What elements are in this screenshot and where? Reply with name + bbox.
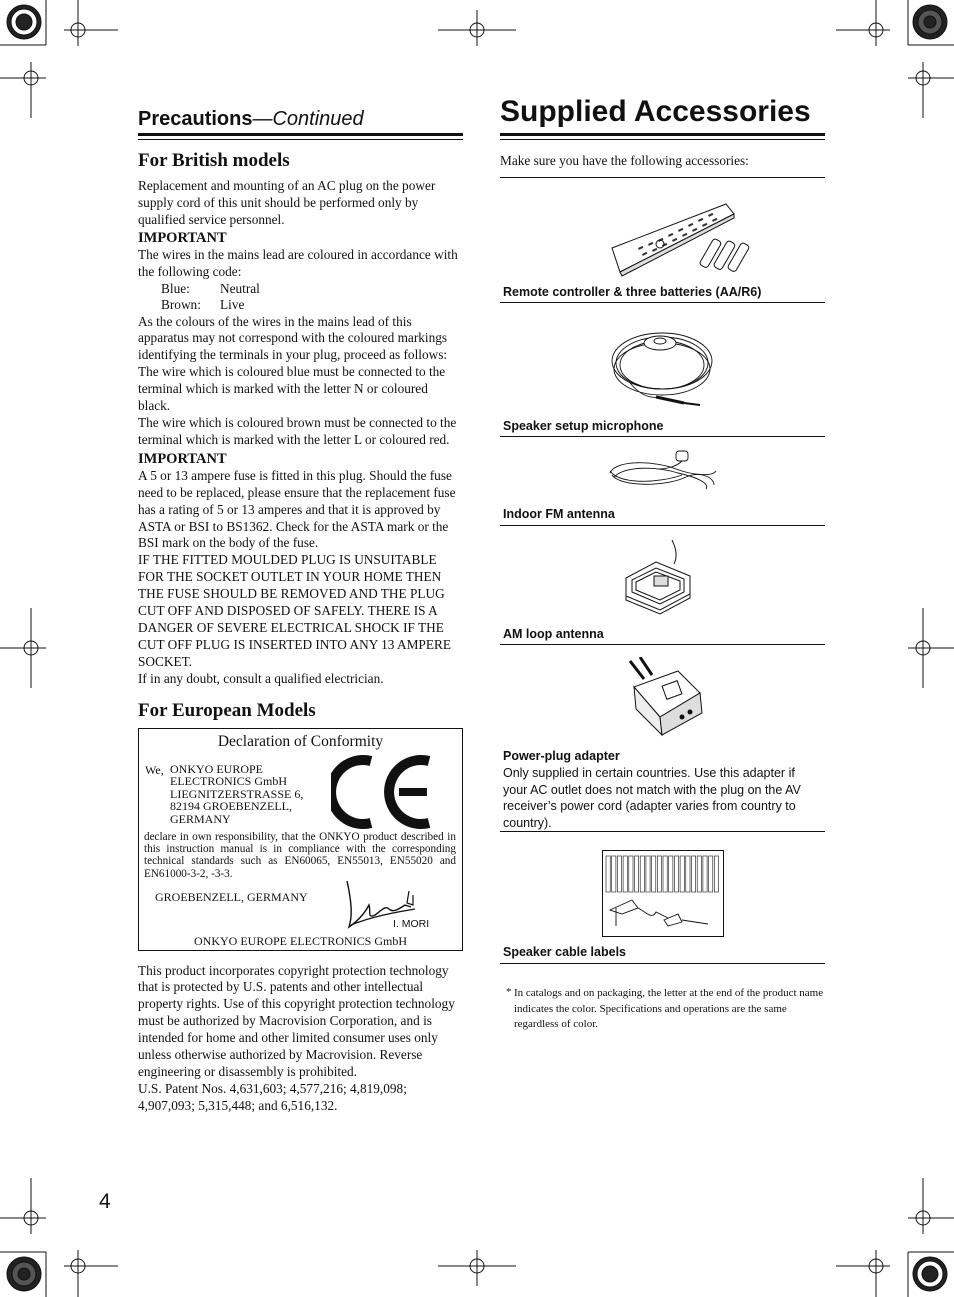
- microphone-icon: [610, 325, 720, 410]
- accessory-fm-antenna: [500, 437, 825, 525]
- fm-antenna-icon: [606, 447, 720, 493]
- accessory-remote: [500, 178, 825, 302]
- fuse-text: A 5 or 13 ampere fuse is fitted in this plug. Should the fuse need to be replaced, please ensure that the replacement fuse has a rating of 5 or 13 amperes and that it is approved by ASTA or BSI to BS1362. Check for the ASTA mark or the BSI mark on the body of the fuse.: [138, 467, 456, 551]
- british-paragraph: The wire which is coloured blue must be connected to the terminal which is marked with the letter N or coloured black.: [138, 364, 446, 414]
- footnote: [500, 986, 825, 1033]
- ce-mark-icon: [331, 753, 437, 831]
- am-loop-antenna-icon: [616, 538, 700, 622]
- accessory-cable-labels: [500, 832, 825, 963]
- cable-labels-icon: [602, 850, 724, 937]
- heading-rule: [138, 136, 463, 140]
- wire-meaning: Live: [220, 297, 245, 313]
- starburst-mark-bottom-left: [7, 1257, 41, 1291]
- european-models-heading: For European Models: [138, 699, 316, 721]
- remote-controller-icon: [608, 198, 768, 278]
- declaration-title: Declaration of Conformity: [217, 732, 384, 750]
- continued-label: —Continued: [252, 108, 364, 130]
- wire-code-row: [138, 297, 463, 314]
- wire-code-row: [138, 281, 463, 298]
- accessory-label: Speaker setup microphone: [503, 419, 664, 433]
- accessories-column: [500, 95, 825, 1033]
- important-label-1: IMPORTANT: [138, 229, 227, 246]
- starburst-mark-bottom-right: [913, 1257, 947, 1291]
- footnote-mark: *: [506, 986, 512, 998]
- wire-meaning: Neutral: [220, 280, 260, 296]
- footnote-text: In catalogs and on packaging, the letter at the end of the product name indicates the color. Specifications and operations are the same regardless of color.: [514, 987, 824, 1030]
- british-models-heading: For British models: [138, 150, 290, 171]
- accessory-am-antenna: [500, 526, 825, 644]
- warning-caps: IF THE FITTED MOULDED PLUG IS UNSUITABLE FOR THE SOCKET OUTLET IN YOUR HOME THEN THE FUSE SHOULD BE REMOVED AND THE PLUG CUT OFF AND DISPOSED OF SAFELY. THERE IS A DANGER OF SEVERE ELECTRICAL SHOCK IF THE CUT OFF PLUG IS INSERTED INTO ANY 13 AMPERE SOCKET.: [138, 552, 451, 669]
- precautions-heading-text: Precautions: [138, 108, 253, 130]
- supplied-accessories-title: Supplied Accessories: [500, 95, 825, 136]
- power-plug-adapter-icon: [620, 657, 710, 737]
- accessory-label: Power-plug adapter: [503, 749, 620, 763]
- address-line: ELECTRONICS GmbH: [170, 774, 287, 789]
- british-intro: Replacement and mounting of an AC plug on the power supply cord of this unit should be performed only by qualified service personnel.: [138, 178, 436, 227]
- accessory-power-plug: [500, 645, 825, 831]
- address-line: LIEGNITZERSTRASSE 6,: [170, 786, 304, 801]
- accessory-label: Indoor FM antenna: [503, 507, 615, 521]
- british-paragraph: As the colours of the wires in the mains lead of this apparatus may not correspond with the coloured markings identifying the terminals in your plug, proceed as follows:: [138, 313, 448, 363]
- starburst-mark-top-left: [7, 5, 41, 39]
- starburst-mark-top-right: [913, 5, 947, 39]
- company-address: [170, 763, 303, 826]
- precautions-heading: [138, 108, 463, 136]
- copyright-text: This product incorporates copyright protection technology that is protected by U.S. patents and other intellectual property rights. Use of this copyright protection technology must be authorized by Macrovision Corporation, and is intended for home and other limited consumer uses only unless otherwise authorized by Macrovision. Reverse engineering or disassembly is prohibited.: [138, 962, 455, 1079]
- accessory-label: Remote controller & three batteries (AA/R6): [503, 285, 762, 299]
- accessory-label: AM loop antenna: [503, 627, 604, 641]
- wire-color: Blue:: [161, 280, 190, 296]
- declaration-box: [138, 728, 463, 951]
- declaration-place: GROEBENZELL, GERMANY: [155, 889, 308, 904]
- declaration-we: We,: [145, 762, 164, 777]
- title-rule: [500, 136, 825, 140]
- accessory-microphone: [500, 303, 825, 436]
- page-number: 4: [99, 1190, 111, 1213]
- declaration-statement: declare in own responsibility, that the ONKYO product described in this instruction manual is in compliance with the corresponding technical standards such as EN60065, EN55013, EN55020 and EN61000-3-2, -3-3.: [144, 830, 456, 880]
- important-label-2: IMPORTANT: [138, 450, 227, 467]
- accessories-intro: Make sure you have the following accessories:: [500, 153, 749, 168]
- accessory-description: Only supplied in certain countries. Use this adapter if your AC outlet does not match with the plug on the AV receiver’s power cord (adapter varies from country to country).: [503, 766, 801, 830]
- item-rule: [500, 963, 825, 964]
- precautions-column: [138, 108, 463, 1115]
- address-line: ONKYO EUROPE: [170, 761, 263, 776]
- british-paragraph: The wire which is coloured brown must be connected to the terminal which is marked with the letter L or coloured red.: [138, 414, 457, 447]
- wire-color: Brown:: [161, 297, 201, 313]
- doubt-text: If in any doubt, consult a qualified electrician.: [138, 670, 384, 686]
- address-line: GERMANY: [170, 811, 231, 826]
- wires-intro: The wires in the mains lead are coloured in accordance with the following code:: [138, 246, 458, 279]
- declaration-footer: ONKYO EUROPE ELECTRONICS GmbH: [194, 933, 407, 948]
- patent-numbers: U.S. Patent Nos. 4,631,603; 4,577,216; 4,819,098; 4,907,093; 5,315,448; and 6,516,132.: [138, 1080, 407, 1113]
- accessory-label: Speaker cable labels: [503, 945, 626, 959]
- address-line: 82194 GROEBENZELL,: [170, 799, 292, 814]
- signer-name: I. MORI: [393, 917, 430, 930]
